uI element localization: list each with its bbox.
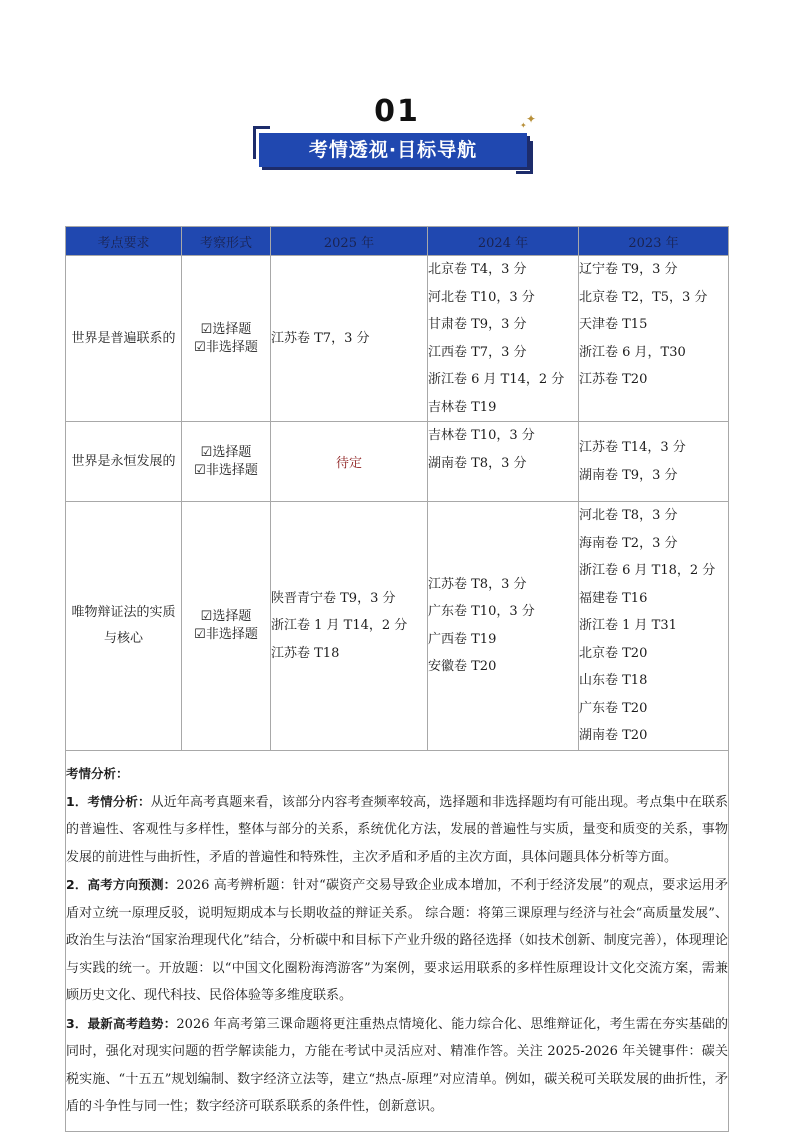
banner-frame: [253, 126, 533, 174]
section-number: 01: [374, 94, 420, 129]
analysis-paragraph-2: [66, 871, 728, 1010]
list-item: 江苏卷 T7，3 分: [271, 330, 370, 346]
year-2025-cell: [271, 256, 428, 422]
sparkle-icon: ✦: [520, 121, 527, 130]
paragraph-text: 从近年高考真题来看，该部分内容考查频率较高，选择题和非选择题均有可能出现。考点集中在联系的普遍性、客观性与多样性，整体与部分的关系，系统优化方法，发展的普遍性与实质，量变和质变的关系，事物发展的前进性与曲折性，矛盾的普遍性和特殊性，主次矛盾和矛盾的主次方面，具体问题具体分析等方面。: [66, 794, 728, 865]
form-nonchoice: ☑非选择题: [194, 626, 258, 642]
paragraph-label: 1．考情分析：: [66, 793, 151, 809]
column-header: 2025 年: [271, 227, 428, 256]
list-item: 广东卷 T10，3 分: [428, 604, 535, 620]
list-item: 浙江卷 6 月 T18，2 分: [579, 563, 716, 578]
topic-cell: 世界是永恒发展的: [66, 422, 182, 502]
list-item: 江苏卷 T20: [579, 372, 648, 387]
form-choice: ☑选择题: [200, 444, 252, 460]
list-item: 湖南卷 T8，3 分: [428, 455, 527, 471]
list-item: 吉林卷 T19: [428, 399, 497, 415]
list-item: 山东卷 T18: [579, 673, 648, 688]
paragraph-label: 2．高考方向预测：: [66, 877, 177, 893]
section-header: [0, 0, 794, 200]
year-2023-cell: [579, 256, 729, 422]
table-row: [66, 502, 729, 751]
year-2025-cell: [271, 502, 428, 751]
list-item: 浙江卷 1 月 T31: [579, 618, 677, 633]
list-item: 北京卷 T2，T5，3 分: [579, 289, 708, 305]
form-choice: ☑选择题: [200, 608, 252, 624]
list-item: 江苏卷 T18: [271, 645, 340, 661]
list-item: 北京卷 T4，3 分: [428, 262, 527, 277]
list-item: 浙江卷 1 月 T14，2 分: [271, 618, 408, 633]
list-item: 浙江卷 6 月，T30: [579, 344, 686, 360]
year-2025-cell: 待定: [271, 422, 428, 502]
topic-cell: 唯物辩证法的实质与核心: [66, 502, 182, 751]
table-row: [66, 256, 729, 422]
list-item: 北京卷 T20: [579, 645, 648, 661]
column-header: 考察形式: [182, 227, 271, 256]
paragraph-text: 2026 高考辨析题：针对“碳资产交易导致企业成本增加，不利于经济发展”的观点，要求运用矛盾对立统一原理反驳，说明短期成本与长期收益的辩证关系。 综合题：将第三课原理与经济与社会“高质量发展”、政治生与法治“国家治理现代化”结合，分析碳中和目标下产业升级的路径选择（如技术创新、制度完善），体现理论与实践的统一。开放题：以“中国文化圈粉海湾游客”为案例，要求运用联系的多样性原理设计文化交流方案，需兼顾历史文化、现代科技、民俗体验等多维度联系。: [66, 878, 728, 1004]
list-item: 河北卷 T8，3 分: [579, 508, 678, 523]
list-item: 安徽卷 T20: [428, 659, 497, 675]
list-item: 河北卷 T10，3 分: [428, 289, 535, 305]
list-item: 陕晋青宁卷 T9，3 分: [271, 590, 396, 606]
list-item: 湖南卷 T9，3 分: [579, 467, 678, 483]
year-2023-cell: [579, 422, 729, 502]
list-item: 吉林卷 T10，3 分: [428, 428, 535, 443]
column-header: 考点要求: [66, 227, 182, 256]
analysis-paragraph-3: [66, 1010, 728, 1121]
list-item: 福建卷 T16: [579, 590, 648, 606]
list-item: 江西卷 T7，3 分: [428, 344, 527, 360]
paragraph-label: 3．最新高考趋势：: [66, 1015, 177, 1031]
paragraph-text: 2026 年高考第三课命题将更注重热点情境化、能力综合化、思维辩证化，考生需在夯实基础的同时，强化对现实问题的哲学解读能力，方能在考试中灵活应对、精准作答。关注 2025-2026 年关键事件：碳关税实施、“十五五”规划编制、数字经济立法等，建立“热点-原理”对应清单。例如，碳关税可关联发展的曲折性，矛盾的斗争性与同一性；数字经济可联系联系的条件性，创新意识。: [66, 1016, 728, 1115]
year-2023-cell: [579, 502, 729, 751]
form-cell: [182, 422, 271, 502]
list-item: 甘肃卷 T9，3 分: [428, 317, 527, 332]
list-item: 海南卷 T2，3 分: [579, 535, 678, 551]
year-2024-cell: [428, 502, 579, 751]
list-item: 江苏卷 T8，3 分: [428, 576, 527, 592]
analysis-title: 考情分析：: [66, 766, 129, 782]
sparkle-icon: ✦: [526, 112, 537, 126]
column-header: 2023 年: [579, 227, 729, 256]
table-row: [66, 422, 729, 502]
table-header-row: [66, 227, 729, 256]
column-header: 2024 年: [428, 227, 579, 256]
list-item: 广西卷 T19: [428, 631, 497, 647]
year-2024-cell: [428, 256, 579, 422]
form-cell: [182, 256, 271, 422]
list-item: 天津卷 T15: [579, 317, 648, 332]
list-item: 湖南卷 T20: [579, 728, 648, 743]
topic-cell: 世界是普遍联系的: [66, 256, 182, 422]
analysis-cell: [66, 750, 729, 1131]
list-item: 浙江卷 6 月 T14，2 分: [428, 372, 565, 387]
list-item: 辽宁卷 T9，3 分: [579, 262, 678, 277]
form-nonchoice: ☑非选择题: [194, 339, 258, 355]
list-item: 广东卷 T20: [579, 700, 648, 716]
analysis-row: [66, 750, 729, 1131]
year-2024-cell: [428, 422, 579, 502]
form-choice: ☑选择题: [200, 321, 252, 337]
banner-title: 考情透视·目标导航: [259, 133, 527, 167]
form-nonchoice: ☑非选择题: [194, 462, 258, 478]
analysis-paragraph-1: [66, 788, 728, 872]
form-cell: [182, 502, 271, 751]
exam-analysis-table: [65, 226, 729, 1132]
list-item: 江苏卷 T14，3 分: [579, 440, 686, 455]
